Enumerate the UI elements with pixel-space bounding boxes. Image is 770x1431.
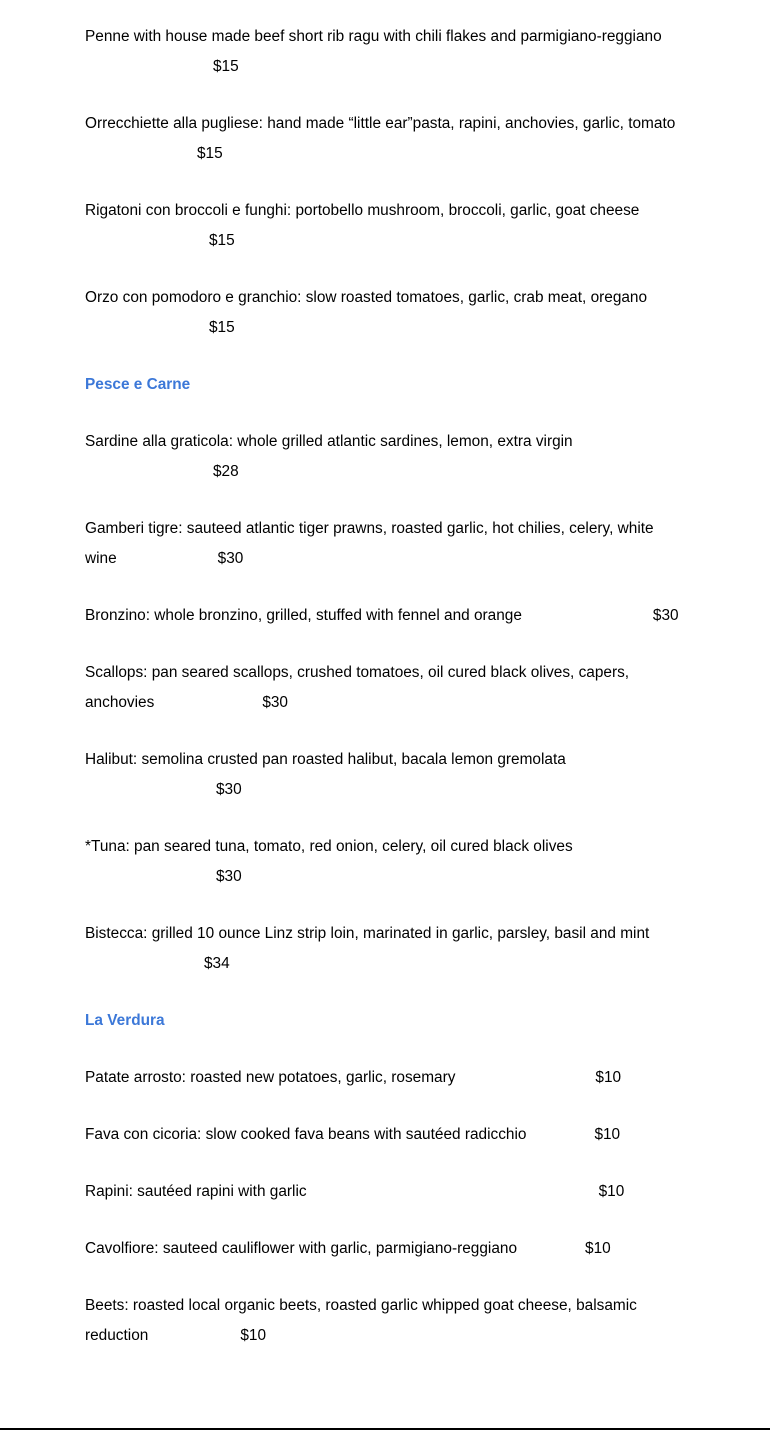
item-description: Halibut: semolina crusted pan roasted halibut, bacala lemon gremolata (85, 751, 566, 768)
item-price: $10 (594, 1126, 621, 1143)
item-description: Bronzino: whole bronzino, grilled, stuffed with fennel and orange (85, 607, 522, 624)
item-price: $15 (197, 145, 223, 162)
item-description: Cavolfiore: sauteed cauliflower with garlic, parmigiano-reggiano (85, 1240, 518, 1257)
item-description: Scallops: pan seared scallops, crushed tomatoes, oil cured black olives, capers, anchovies (85, 664, 630, 711)
item-price: $10 (598, 1183, 625, 1200)
menu-item (85, 1120, 685, 1150)
item-price: $30 (262, 694, 288, 711)
item-price: $10 (595, 1069, 622, 1086)
item-price: $15 (209, 232, 235, 249)
item-description: Rapini: sautéed rapini with garlic (85, 1183, 307, 1200)
pasta-list (85, 22, 685, 343)
section-heading: Pesce e Carne (85, 376, 191, 393)
item-price: $34 (204, 955, 230, 972)
item-description: Orzo con pomodoro e granchio: slow roasted tomatoes, garlic, crab meat, oregano (85, 289, 648, 306)
item-price: $28 (213, 463, 239, 480)
menu-item (85, 1234, 685, 1264)
menu-item (85, 427, 685, 487)
item-price: $30 (652, 607, 679, 624)
item-description: Patate arrosto: roasted new potatoes, garlic, rosemary (85, 1069, 456, 1086)
menu-item (85, 283, 685, 343)
item-description: Orrecchiette alla pugliese: hand made “little ear”pasta, rapini, anchovies, garlic, tomato (85, 115, 676, 132)
menu-item (85, 658, 685, 718)
menu-item (85, 1177, 685, 1207)
menu-item (85, 1291, 685, 1351)
menu-item (85, 1063, 685, 1093)
item-price: $30 (217, 550, 244, 567)
menu-document (85, 22, 685, 1378)
item-description: *Tuna: pan seared tuna, tomato, red onion, celery, oil cured black olives (85, 838, 573, 855)
item-price: $30 (216, 781, 242, 798)
item-description: Sardine alla graticola: whole grilled atlantic sardines, lemon, extra virgin (85, 433, 573, 450)
section-heading: La Verdura (85, 1012, 165, 1029)
menu-item (85, 601, 685, 631)
item-price: $15 (209, 319, 235, 336)
item-description: Rigatoni con broccoli e funghi: portobello mushroom, broccoli, garlic, goat cheese (85, 202, 640, 219)
menu-item (85, 109, 685, 169)
menu-item (85, 832, 685, 892)
item-description: Beets: roasted local organic beets, roasted garlic whipped goat cheese, balsamic reduction (85, 1297, 637, 1344)
item-price: $15 (213, 58, 239, 75)
section-pesce-e-carne (85, 370, 685, 979)
item-price: $10 (240, 1327, 267, 1344)
item-description: Penne with house made beef short rib ragu with chili flakes and parmigiano-reggiano (85, 28, 662, 45)
menu-item (85, 196, 685, 256)
item-price: $30 (216, 868, 242, 885)
menu-item (85, 919, 685, 979)
menu-item (85, 745, 685, 805)
item-description: Gamberi tigre: sauteed atlantic tiger prawns, roasted garlic, hot chilies, celery, white wine (85, 520, 654, 567)
menu-item (85, 22, 685, 82)
item-description: Fava con cicoria: slow cooked fava beans with sautéed radicchio (85, 1126, 527, 1143)
section-la-verdura (85, 1006, 685, 1351)
item-description: Bistecca: grilled 10 ounce Linz strip loin, marinated in garlic, parsley, basil and mint (85, 925, 650, 942)
item-price: $10 (585, 1240, 611, 1257)
menu-item (85, 514, 685, 574)
page-bottom-border (0, 1428, 770, 1430)
